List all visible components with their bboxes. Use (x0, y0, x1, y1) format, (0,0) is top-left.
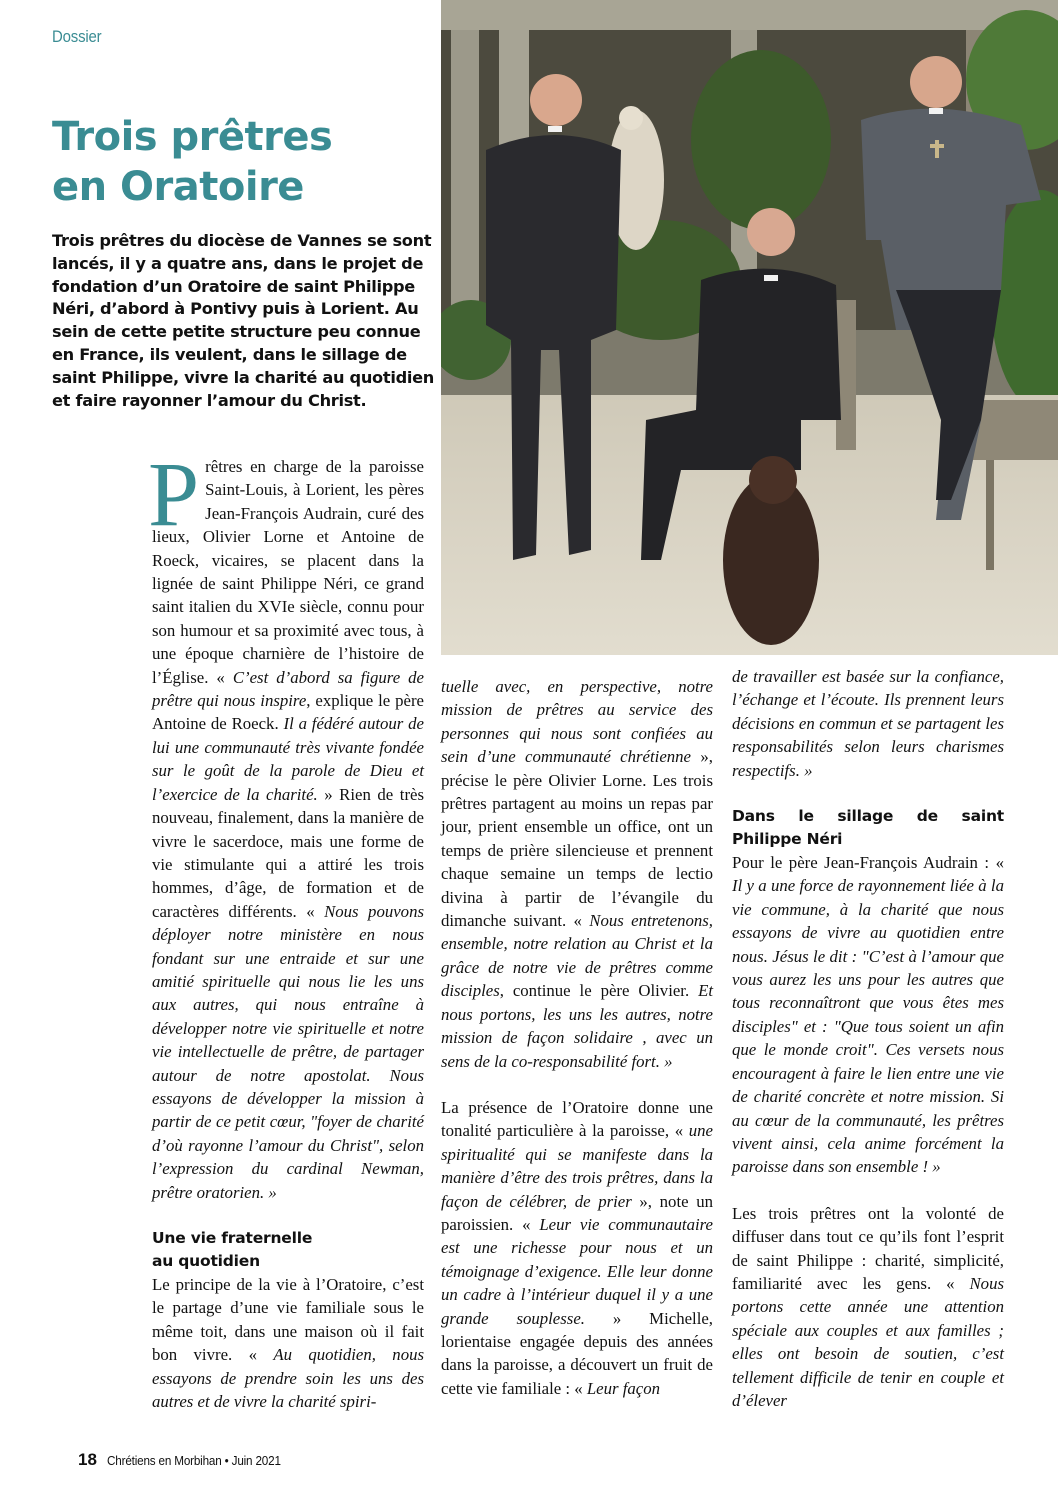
text-run: , explique le père Antoine de Roeck. (152, 691, 424, 734)
quote-run: une spiritualité qui se manifeste dans la manière d’être des trois prêtres, dans la façon de célébrer, de prier (441, 1121, 713, 1211)
article-photo (441, 0, 1058, 655)
article-column-3 (732, 665, 1004, 1412)
text-run: , continue le père Olivier. (499, 981, 699, 1001)
quote-run: Nous portons cette année une attention spéciale aux couples et aux familles ; elles ont besoin de soutien, c’est tellement difficile de tenir en couple et d’élever (732, 1273, 1004, 1410)
page-footer (78, 1450, 300, 1470)
article-lead: Trois prêtres du diocèse de Vannes se sont lancés, il y a quatre ans, dans le projet de fondation d’un Oratoire de saint Philippe Néri, d’abord à Pontivy puis à Lorient. Au sein de cette petite structure peu connue en France, ils veulent, dans le sillage de saint Philippe, vivre la charité au quotidien et faire rayonner l’amour du Christ. (52, 231, 435, 410)
paragraph (732, 1202, 1004, 1413)
paragraph (732, 665, 1004, 782)
text-run: La présence de l’Oratoire donne une tonalité particulière à la paroisse, « (441, 1097, 713, 1141)
text-run: » Rien de très nouveau, finalement, dans la manière de vivre le sacerdoce, mais une forme de vie stimulante qui a attiré les trois hommes, d’âge, de formation et de caractères différents. « (152, 784, 425, 921)
text-run: » Michelle, lorientaise engagée depuis des années dans la paroisse, a découvert un fruit de cette vie familiale : « (441, 1308, 713, 1398)
text-run: », précise le père Olivier Lorne. Les trois prêtres partagent au moins un repas par jour, prient ensemble un office, ont un temps de prière silencieuse et prennent chaque semaine un temps de lectio divina à partir de l’évangile du dimanche suivant. « (441, 747, 713, 931)
quote-run: Au quotidien, nous essayons de prendre soin les uns des autres et de vivre la charité spiri- (152, 1345, 424, 1412)
article-column-1 (148, 443, 425, 1413)
subheading: Une vie fraternelle au quotidien (152, 1229, 313, 1270)
quote-run: C’est d’abord sa figure de prêtre qui nous inspire (152, 667, 424, 711)
text-run: rêtres en charge de la paroisse Saint-Louis, à Lorient, les pères Jean-François Audrain, curé des lieux, Olivier Lorne et Antoine de Roeck, vicaires, se placent dans la lignée de saint Philippe Néri, ce grand saint italien du XVIe siècle, connu pour son humour et sa proximité avec tous, à une époque charnière de l’histoire de l’Église. « (152, 457, 424, 687)
text-run: Pour le père Jean-François Audrain : « (732, 853, 1004, 873)
title-line-2: en Oratoire (52, 164, 304, 210)
quote-run: Et nous portons, les uns les autres, notre mission de façon solidaire , avec un sens de la co-responsabilité fort. » (441, 981, 713, 1071)
text-run: Le principe de la vie à l’Oratoire, c’est le partage d’une vie familiale sous le même toit, dans une maison où il fait bon vivre. « (152, 1275, 424, 1365)
spacer (441, 1073, 713, 1096)
paragraph (441, 675, 713, 1073)
paragraph (148, 443, 425, 1204)
paragraph (732, 851, 1004, 1179)
quote-run: Il a fédéré autour de lui une communauté très vivante fondée sur le goût de la parole de Dieu et l’exercice de la charité. (152, 714, 424, 804)
page-number: 18 (78, 1450, 97, 1469)
quote-run: Il y a une force de rayonnement liée à la vie commune, à la charité que nous essayons de vivre au quotidien entre nous. Jésus le dit : "C’est à l’amour que vous aurez les uns pour les autres que tous reconnaîtront que vous êtes mes disciples" et : "Que tous soient un afin que le monde croit". Ces versets nous encouragent à faire le lien entre une vie de charité concrète et notre mission. Si au cœur de la communauté, les prêtres vivent ainsi, cela anime forcément la paroisse dans son ensemble ! » (732, 876, 1004, 1177)
quote-run: Leur vie communautaire est une richesse pour nous et un témoignage d’exigence. Elle leur donne un cadre à l’intérieur duquel il y a une grande souplesse. (441, 1214, 713, 1328)
quote-run: Leur façon (586, 1378, 661, 1398)
quote-run: Nous pouvons déployer notre ministère en nous fondant sur une entraide et sur une amitié spirituelle qui nous lie les uns aux autres, qui nous entraîne à développer notre vie spirituelle et notre vie intellectuelle de prêtre, de partager autour de notre apostolat. Nous essayons de développer la mission à partir de ce petit cœur, "foyer de charité d’où rayonne l’amour du Christ", selon l’expression du cardinal Newman, prêtre oratorien. » (152, 901, 424, 1202)
text-run: », note un paroissien. « (441, 1191, 713, 1234)
section-label: Dossier (52, 27, 102, 46)
spacer (732, 782, 1004, 805)
article-title (52, 112, 332, 212)
paragraph (441, 1096, 713, 1400)
quote-run: tuelle avec, en perspective, notre mission de prêtres au service des personnes qui nous sont confiées au sein d’une communauté chrétienne (441, 677, 713, 767)
paragraph (152, 1273, 424, 1413)
subheading: Dans le sillage de saint Philippe Néri (732, 807, 1004, 849)
spacer (732, 1179, 1004, 1202)
quote-run: de travailler est basée sur la confiance, l’échange et l’écoute. Ils prennent leurs décisions en commun et se partagent les responsabilités selon leurs charismes respectifs. » (732, 667, 1004, 780)
photo-image-icon (441, 0, 1058, 655)
drop-cap: P (148, 443, 200, 545)
text-run: Les trois prêtres ont la volonté de diffuser dans tout ce qu’ils font l’esprit de saint Philippe : charité, simplicité, familiarité avec les gens. « (732, 1203, 1004, 1293)
title-line-1: Trois prêtres (52, 114, 333, 160)
article-column-2 (441, 675, 713, 1400)
spacer (152, 1204, 424, 1227)
publication-info: Chrétiens en Morbihan • Juin 2021 (106, 1453, 281, 1468)
quote-run: Nous entretenons, ensemble, notre relation au Christ et la grâce de notre vie de prêtres comme disciples (441, 911, 713, 1001)
